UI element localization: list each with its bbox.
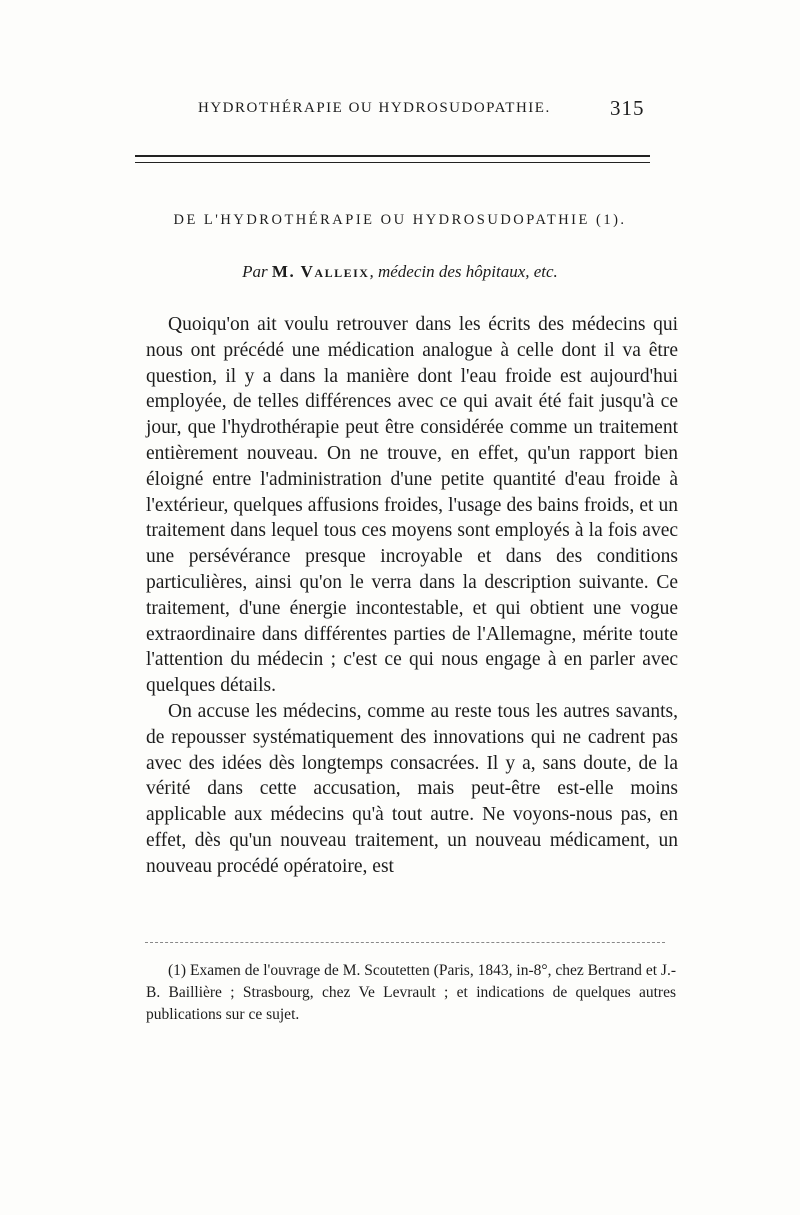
header-rule-thick <box>135 155 650 157</box>
footnote-rule <box>145 942 665 943</box>
author-name: M. Valleix <box>271 262 370 281</box>
page-number: 315 <box>610 96 645 120</box>
paragraph: Quoiqu'on ait voulu retrouver dans les écrits des médecins qui nous ont précédé une médication analogue à celle dont il va être question, il y a dans la manière dont l'eau froide est aujourd'hui employée, de telles différences avec ce qui avait été fait jusqu'à ce jour, que l'hydrothérapie peut être considérée comme un traitement entièrement nouveau. On ne trouve, en effet, qu'un rapport bien éloigné entre l'administration d'une petite quantité d'eau froide à l'extérieur, quelques affusions froides, l'usage des bains froids, et un traitement dans lequel tous ces moyens sont employés à la fois avec une persévérance presque incroyable et dans des conditions particulières, ainsi qu'on le verra dans la description suivante. Ce traitement, d'une énergie incontestable, et qui obtient une vogue extraordinaire dans différentes parties de l'Allemagne, mérite toute l'attention du médecin ; c'est ce qui nous engage à en parler avec quelques détails. <box>146 314 678 697</box>
byline-prefix: Par <box>242 262 268 281</box>
header-rule-thin <box>135 162 650 163</box>
byline <box>0 262 800 282</box>
running-head: HYDROTHÉRAPIE OU HYDROSUDOPATHIE. <box>198 100 551 116</box>
article-body <box>146 312 678 880</box>
paragraph: On accuse les médecins, comme au reste tous les autres savants, de repousser systématiquement des innovations qui ne cadrent pas avec des idées dès longtemps consacrées. Il y a, sans doute, de la vérité dans cette accusation, mais peut-être est-elle moins applicable aux médecins qu'à tout autre. Ne voyons-nous pas, en effet, dès qu'un nouveau traitement, un nouveau médicament, un nouveau procédé opératoire, est <box>146 700 678 877</box>
footnote <box>146 960 676 1026</box>
footnote-text: (1) Examen de l'ouvrage de M. Scoutetten (Paris, 1843, in-8°, chez Bertrand et J.-B. Baillière ; Strasbourg, chez Ve Levrault ; et indications de quelques autres publications sur ce sujet. <box>146 962 676 1023</box>
byline-suffix: , médecin des hôpitaux, etc. <box>369 262 558 281</box>
article-title: DE L'HYDROTHÉRAPIE OU HYDROSUDOPATHIE (1). <box>173 212 627 228</box>
